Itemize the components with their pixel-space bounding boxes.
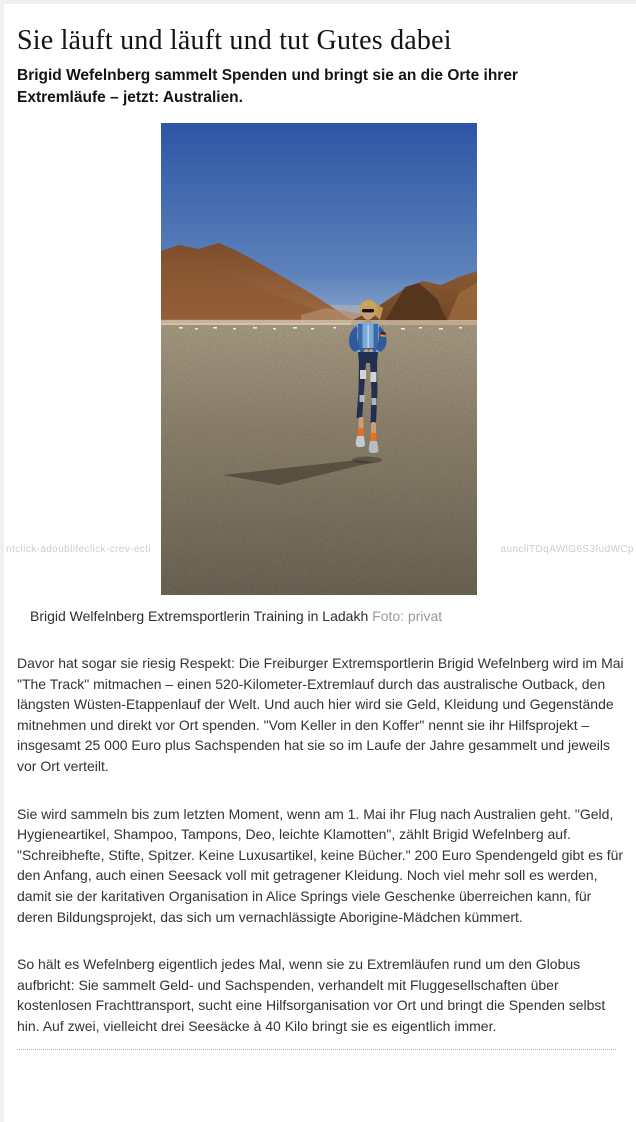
desert-runner-illustration [161,123,477,595]
photo-ground [161,325,477,595]
photo-credit: Foto: privat [372,608,443,624]
photo-caption-text: Brigid Welfelnberg Extremsportlerin Training in Ladakh [30,608,369,624]
subheadline: Brigid Wefelnberg sammelt Spenden und bringt sie an die Orte ihrer Extremläufe – jetzt: Australien. [17,67,518,106]
article-photo [161,123,477,595]
article-figure [17,123,624,625]
bottom-divider [17,1049,616,1050]
photo-caption [17,608,624,625]
paragraph-2: Sie wird sammeln bis zum letzten Moment, wenn am 1. Mai ihr Flug nach Australien geht. "Geld, Hygieneartikel, Shampoo, Tampons, Deo, leichte Klamotten", zählt Brigid Wefelnberg auf. "Schreibhefte, Stifte, Spitzer. Keine Luxusartikel, keine Bücher." 200 Euro Spendengeld gibt es für den Anfang, auch einen Seesack voll mit getragener Kleidung. Noch viel mehr soll es werden, damit sie der karitativen Organisation in Alice Springs viele Geschenke überreichen kann, für deren Bildungsprojekt, das sich um vernachlässigte Aborigine-Mädchen kümmert. [17,805,624,925]
watermark-left-text: ntclick-adoublifeclick-crev-ecti [6,544,152,555]
article [4,24,636,1050]
german-flag-patch [380,332,386,337]
paragraph-3: So hält es Wefelnberg eigentlich jedes Mal, wenn sie zu Extremläufen rund um den Globus aufbricht: Sie sammelt Geld- und Sachspenden, verhandelt mit Fluggesellschaften über kostenlosen Frachttransport, sucht eine Hilfsorganisation vor Ort und bringt die Spenden selbst hin. Auf zwei, vielleicht drei Seesäcke à 40 Kilo bringt sie es eigentlich immer. [17,956,606,1034]
sunglasses [362,309,374,312]
watermark-right-text: auncliTDqAWlG6S3fudWCp [500,544,634,555]
paragraph-1: Davor hat sogar sie riesig Respekt: Die Freiburger Extremsportlerin Brigid Wefelnberg wird im Mai "The Track" mitmachen – einen 520-Kilometer-Extremlauf durch das australische Outback, den längsten Wüsten-Etappenlauf der Welt. Und auch hier wird sie Geld, Kleidung und Gegenstände mitnehmen und direkt vor Ort spenden. "Vom Keller in den Koffer" nennt sie ihr Hilfsprojekt – insgesamt 25 000 Euro plus Sachspenden hat sie so im Laufe der Jahre gesammelt und jeweils vor Ort verteilt. [17,655,624,774]
headline: Sie läuft und läuft und tut Gutes dabei [17,25,452,56]
